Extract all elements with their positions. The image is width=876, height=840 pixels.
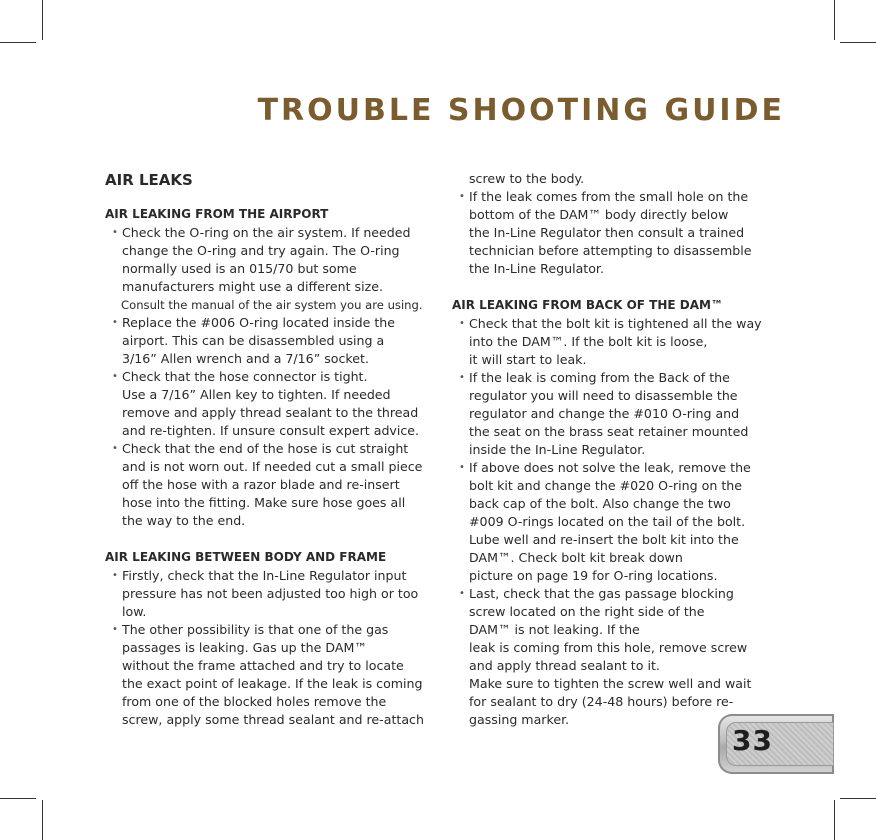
list-item [452,459,782,585]
text-line: #009 O-rings located on the tail of the bolt. [469,514,746,529]
list-item [105,314,445,368]
continued-list [452,188,782,278]
text-line: screw located on the right side of the [469,604,705,619]
right-column [452,170,782,729]
text-line: normally used is an 015/70 but some [122,261,357,276]
list-item [452,585,782,729]
text-line: off the hose with a razor blade and re-insert [122,477,400,492]
text-line: into the DAM™. If the bolt kit is loose, [469,334,708,349]
text-line: the In-Line Regulator. [469,261,604,276]
text-line: • Check that the end of the hose is cut straight [122,441,409,456]
text-line: passages is leaking. Gas up the DAM™ [122,640,367,655]
text-line: the exact point of leakage. If the leak is coming [122,676,423,691]
subsection-title-airport: AIR LEAKING FROM THE AIRPORT [105,207,329,221]
text-line: screw, apply some thread sealant and re-attach [122,712,424,727]
text-line: inside the In-Line Regulator. [469,442,646,457]
text-line: for sealant to dry (24-48 hours) before re- [469,694,734,709]
list-item [105,567,445,621]
text-line: the seat on the brass seat retainer mounted [469,424,749,439]
text-line: from one of the blocked holes remove the [122,694,387,709]
list-item [105,368,445,440]
text-line: low. [122,604,147,619]
text-line: Consult the manual of the air system you are using. [121,298,423,312]
crop-mark [42,800,43,840]
text-line: Use a 7/16” Allen key to tighten. If needed [122,387,391,402]
subsection-title-body-frame: AIR LEAKING BETWEEN BODY AND FRAME [105,550,387,564]
text-line: regulator you will need to disassemble the [469,388,738,403]
text-line: bottom of the DAM™ body directly below [469,207,729,222]
text-line: pressure has not been adjusted too high or too [122,586,419,601]
text-line: • If the leak comes from the small hole on the [469,189,749,204]
back-of-dam-list [452,315,782,729]
text-line: • If the leak is coming from the Back of the [469,370,730,385]
list-item [105,621,445,729]
text-line: • Check that the bolt kit is tightened all the way [469,316,762,331]
text-line: • Last, check that the gas passage blocking [469,586,734,601]
crop-mark [840,798,876,799]
text-line: screw to the body. [469,171,585,186]
text-line: hose into the fitting. Make sure hose goes all [122,495,406,510]
crop-mark [834,800,835,840]
text-line: manufacturers might use a different size. [122,279,383,294]
left-column [105,170,445,729]
list-item [452,369,782,459]
text-line: DAM™. Check bolt kit break down [469,550,683,565]
text-line: change the O-ring and try again. The O-ring [122,243,400,258]
text-line: the In-Line Regulator then consult a trained [469,225,745,240]
airport-list [105,224,445,530]
text-line: • Firstly, check that the In-Line Regulator input [122,568,407,583]
crop-mark [0,798,36,799]
text-line: • If above does not solve the leak, remove the [469,460,751,475]
text-line: back cap of the bolt. Also change the two [469,496,731,511]
crop-mark [0,42,36,43]
text-line: DAM™ is not leaking. If the [469,622,640,637]
text-line: • Check the O-ring on the air system. If needed [122,225,411,240]
text-line: • Replace the #006 O-ring located inside the [122,315,396,330]
text-line: remove and apply thread sealant to the thread [122,405,419,420]
text-line: • The other possibility is that one of the gas [122,622,389,637]
text-line: it will start to leak. [469,352,587,367]
text-line: leak is coming from this hole, remove screw [469,640,748,655]
page-title: TROUBLE SHOOTING GUIDE [257,93,785,128]
crop-mark [834,0,835,40]
text-line: Lube well and re-insert the bolt kit into the [469,532,739,547]
text-line: and is not worn out. If needed cut a small piece [122,459,423,474]
list-item [452,315,782,369]
text-line: 3/16” Allen wrench and a 7/16” socket. [122,351,369,366]
text-line: Make sure to tighten the screw well and wait [469,676,752,691]
list-item [452,188,782,278]
text-line: and apply thread sealant to it. [469,658,660,673]
text-line: airport. This can be disassembled using a [122,333,385,348]
crop-mark [840,42,876,43]
body-frame-list [105,567,445,729]
list-item [105,440,445,530]
text-line: bolt kit and change the #020 O-ring on the [469,478,743,493]
text-line: technician before attempting to disassemble [469,243,752,258]
subsection-title-back-of-dam: AIR LEAKING FROM BACK OF THE DAM™ [452,298,723,312]
section-title-air-leaks: AIR LEAKS [105,171,193,189]
text-line: regulator and change the #010 O-ring and [469,406,740,421]
text-line: the way to the end. [122,513,246,528]
page-number: 33 [732,724,773,757]
text-line: and re-tighten. If unsure consult expert advice. [122,423,420,438]
text-line: gassing marker. [469,712,570,727]
page-number-badge [718,714,834,774]
text-line: without the frame attached and try to locate [122,658,404,673]
crop-mark [42,0,43,40]
list-item [105,224,445,314]
text-line: picture on page 19 for O-ring locations. [469,568,718,583]
text-line: • Check that the hose connector is tight. [122,369,368,384]
